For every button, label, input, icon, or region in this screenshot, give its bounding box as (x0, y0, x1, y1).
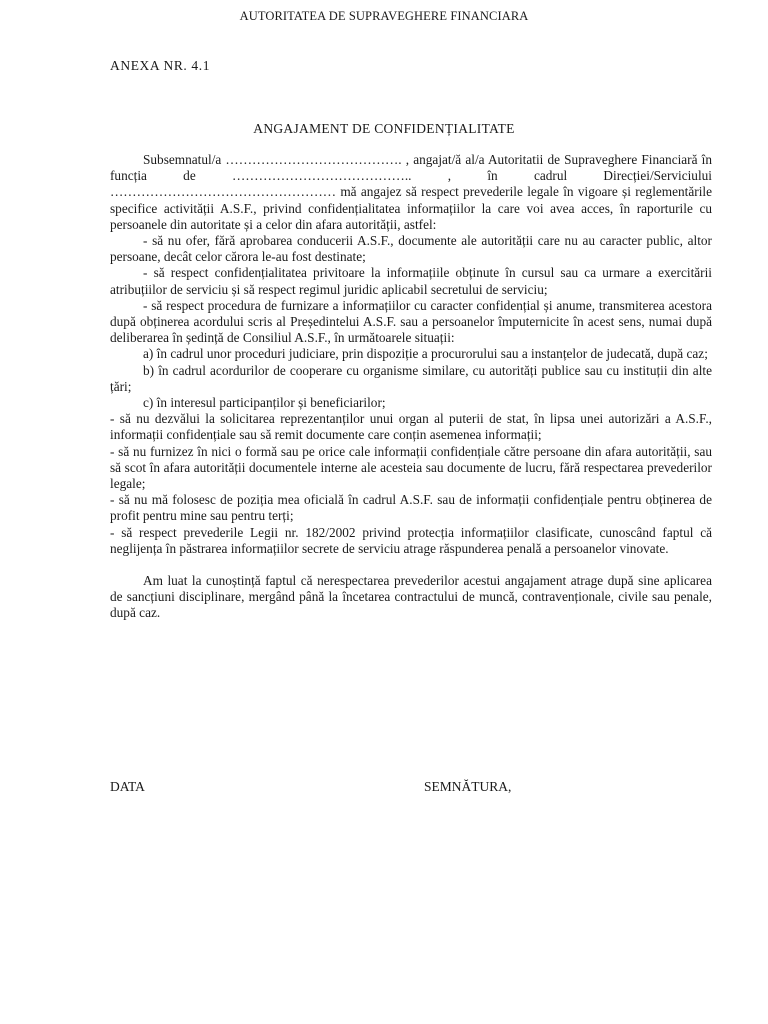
commitment-item: - să respect prevederile Legii nr. 182/2002 privind protecția informațiilor clasificate, cunoscând faptul că neglijența în păstrarea informațiilor secrete de serviciu atrage răspunderea penală a persoanelor vinovate. (110, 524, 712, 556)
commitment-item: - să nu dezvălui la solicitarea reprezentanților unui organ al puterii de stat, în lipsa unei autorizări a A.S.F., informații confidențiale sau să remit documente care conțin asemenea informații; (110, 411, 712, 443)
commitment-item: - să nu furnizez în nici o formă sau pe orice cale informații confidențiale către persoane din afara autorității, sau să scot în afara autorității documentele interne ale acesteia sau documente de lucru, fără respectarea prevederilor legale; (110, 443, 712, 492)
document-header: AUTORITATEA DE SUPRAVEGHERE FINANCIARA (239, 9, 529, 23)
commitment-item: - să nu mă folosesc de poziția mea oficială în cadrul A.S.F. sau de informații confidențiale pentru obținerea de profit pentru mine sau pentru terți; (110, 492, 712, 524)
annex-number: ANEXA NR. 4.1 (110, 58, 211, 73)
situation-item: c) în interesul participanților și beneficiarilor; (143, 395, 386, 411)
commitment-item: - să respect procedura de furnizare a informațiilor cu caracter confidențial și anume, transmiterea acestora după obținerea acordului scris al Președintelui A.S.F. sau a persoanelor împuternicite în acest sens, numai după deliberarea în ședință de Consiliul A.S.F., în următoarele situații: (110, 297, 712, 346)
paragraph-spacer (110, 557, 712, 573)
situation-item: b) în cadrul acordurilor de cooperare cu organisme similare, cu autorități publice sau cu instituții din alte țări; (110, 362, 712, 394)
situation-item: a) în cadrul unor proceduri judiciare, prin dispoziție a procurorului sau a instanțelor de judecată, după caz; (143, 346, 708, 362)
commitment-item: - să respect confidențialitatea privitoare la informațiile obținute în cursul sau ca urmare a exercitării atribuțiilor de serviciu și să respect regimul juridic aplicabil secretului de serviciu; (110, 265, 712, 297)
commitment-item: - să nu ofer, fără aprobarea conducerii A.S.F., documente ale autorității care nu au caracter public, altor persoane, decât celor cărora le-au fost destinate; (110, 233, 712, 265)
document-body (110, 152, 712, 622)
acknowledgement-paragraph: Am luat la cunoștință faptul că nerespectarea prevederilor acestui angajament atrage după sine aplicarea de sancțiuni disciplinare, mergând până la încetarea contractului de muncă, contravenționale, civile sau penale, după caz. (110, 573, 712, 621)
intro-paragraph: Subsemnatul/a …………………………………. , angajat/ă al/a Autoritatii de Supraveghere Financiară în funcția de ………………………………….. , în cadrul Direcției/Serviciului …………………………………………… mă angajez să respect prevederile legale în vigoare și reglementările specifice activității A.S.F., privind confidențialitatea informațiilor la care voi avea acces, în raporturile cu persoanele din autoritate și a celor din afara autorității, astfel: (110, 152, 712, 232)
signature-label: SEMNĂTURA, (424, 779, 512, 794)
date-label: DATA (110, 779, 145, 794)
document-title: ANGAJAMENT DE CONFIDENȚIALITATE (253, 121, 515, 136)
